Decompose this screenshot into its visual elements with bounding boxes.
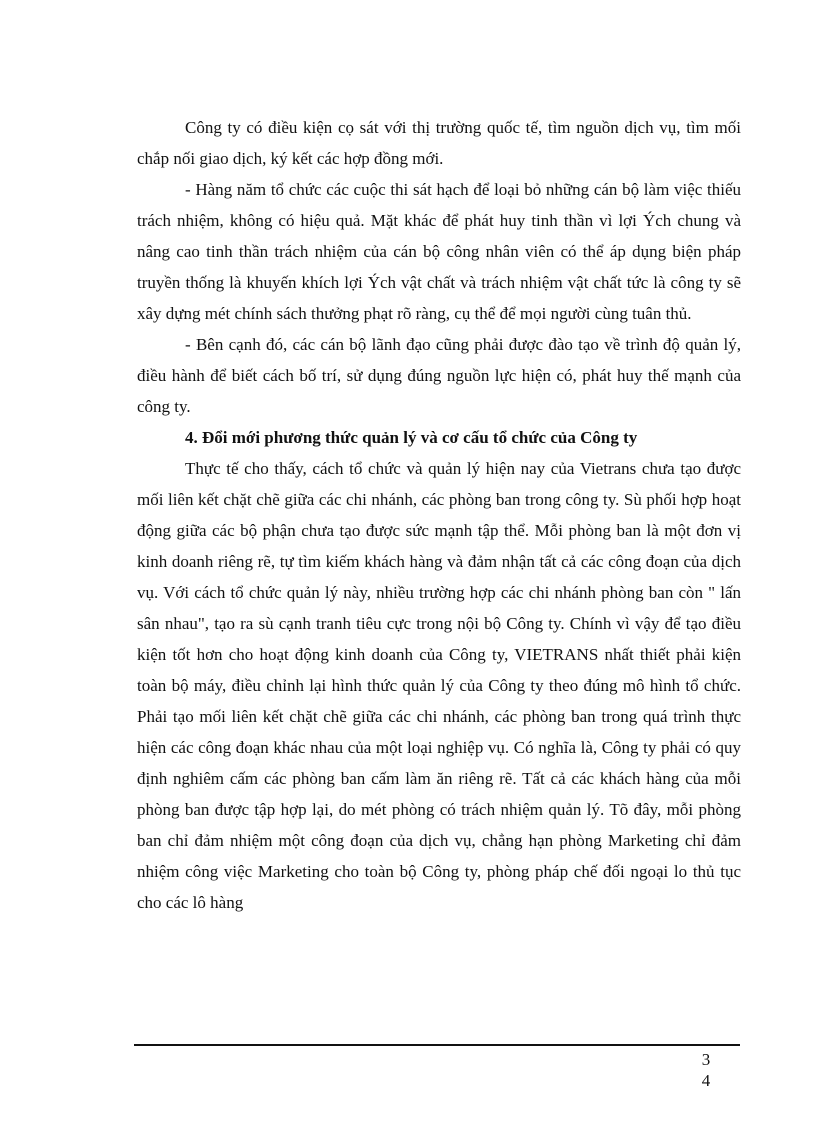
page-number <box>694 1049 718 1091</box>
footer-divider <box>134 1044 740 1046</box>
paragraph-3: - Bên cạnh đó, các cán bộ lãnh đạo cũng phải được đào tạo về trình độ quản lý, điều hành để biết cách bố trí, sử dụng đúng nguồn lực hiện có, phát huy thế mạnh của công ty. <box>137 335 741 416</box>
section-heading: 4. Đổi mới phương thức quản lý và cơ cấu tổ chức của Công ty <box>185 428 638 447</box>
paragraph-1: Công ty có điều kiện cọ sát với thị trường quốc tế, tìm nguồn dịch vụ, tìm mối chắp nối giao dịch, ký kết các hợp đồng mới. <box>137 118 741 168</box>
page-number-line-1: 3 <box>701 1050 711 1069</box>
document-body <box>137 112 741 918</box>
page-number-line-2: 4 <box>701 1071 711 1090</box>
paragraph-2: - Hàng năm tổ chức các cuộc thi sát hạch để loại bỏ những cán bộ làm việc thiếu trách nhiệm, không có hiệu quả. Mặt khác để phát huy tinh thần vì lợi Ých chung và nâng cao tinh thần trách nhiệm của cán bộ công nhân viên có thể áp dụng biện pháp truyền thống là khuyến khích lợi Ých vật chất và trách nhiệm vật chất tức là công ty sẽ xây dựng mét chính sách thưởng phạt rõ ràng, cụ thể để mọi người cùng tuân thủ. <box>137 180 741 323</box>
paragraph-4: Thực tế cho thấy, cách tổ chức và quản lý hiện nay của Vietrans chưa tạo được mối liên kết chặt chẽ giữa các chi nhánh, các phòng ban trong công ty. Sù phối hợp hoạt động giữa các bộ phận chưa tạo được sức mạnh tập thể. Mỗi phòng ban là một đơn vị kinh doanh riêng rẽ, tự tìm kiếm khách hàng và đảm nhận tất cả các công đoạn của dịch vụ. Với cách tổ chức quản lý này, nhiều trường hợp các chi nhánh phòng ban còn " lấn sân nhau", tạo ra sù cạnh tranh tiêu cực trong nội bộ Công ty. Chính vì vậy để tạo điều kiện tốt hơn cho hoạt động kinh doanh của Công ty, VIETRANS nhất thiết phải kiện toàn bộ máy, điều chỉnh lại hình thức quản lý của Công ty theo đúng mô hình tổ chức. Phải tạo mối liên kết chặt chẽ giữa các chi nhánh, các phòng ban trong quá trình thực hiện các công đoạn khác nhau của một loại nghiệp vụ. Có nghĩa là, Công ty phải có quy định nghiêm cấm các phòng ban cấm làm ăn riêng rẽ. Tất cả các khách hàng của mỗi phòng ban được tập hợp lại, do mét phòng có trách nhiệm quản lý. Tõ đây, mỗi phòng ban chỉ đảm nhiệm một công đoạn của dịch vụ, chẳng hạn phòng Marketing chỉ đảm nhiệm công việc Marketing cho toàn bộ Công ty, phòng pháp chế đối ngoại lo thủ tục cho các lô hàng <box>137 459 741 912</box>
